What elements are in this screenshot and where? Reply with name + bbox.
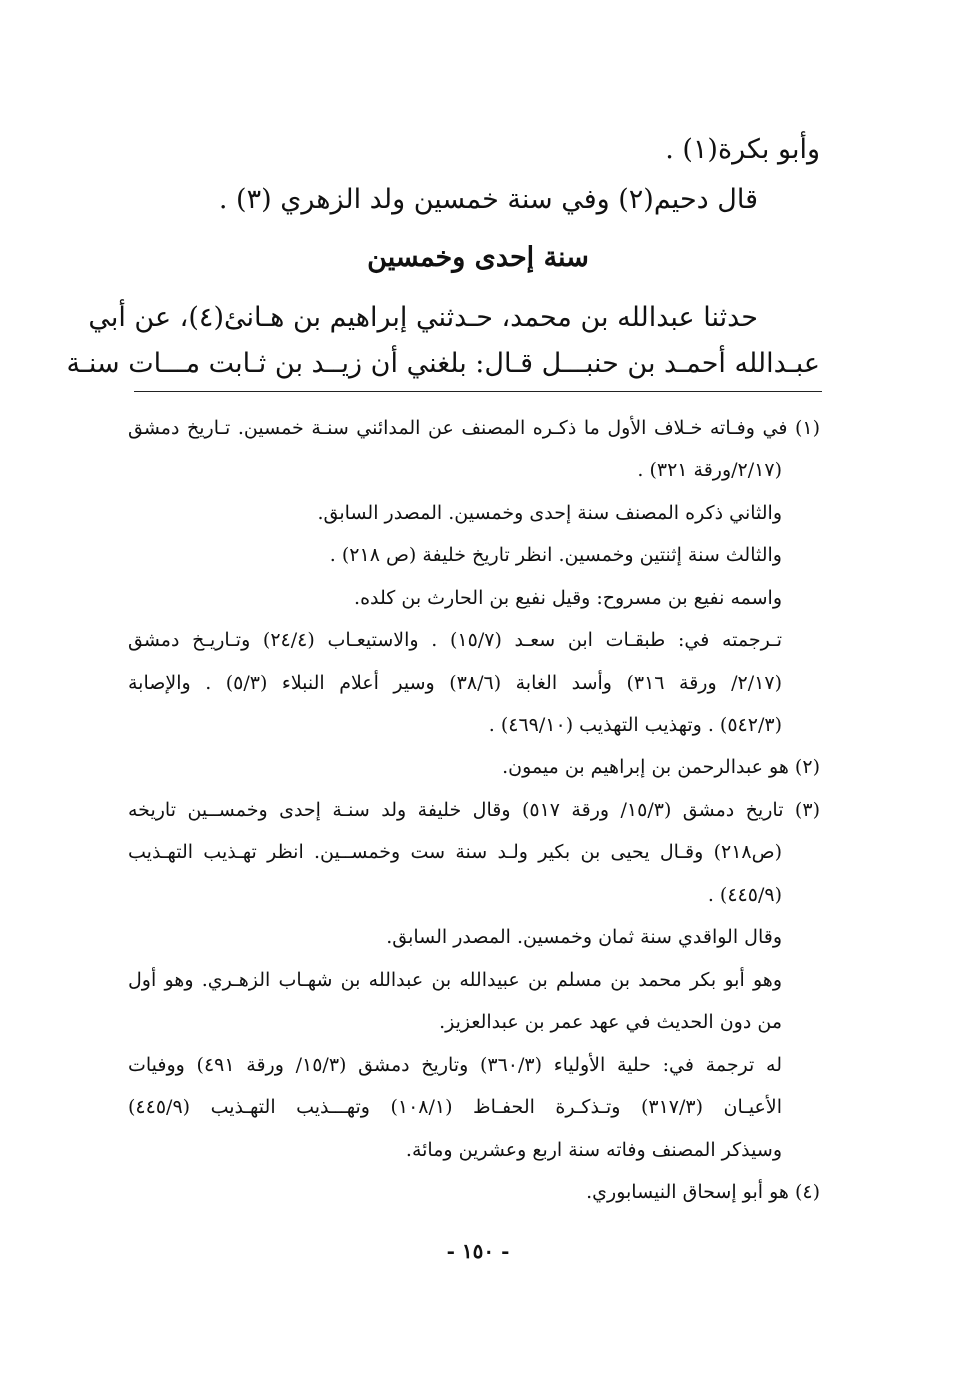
footnote-3-line-3: (٤٤٥/٩) . [707, 884, 782, 906]
footnote-3-line-7: له ترجمة في: حلية الأولياء (٣٦٠/٣) وتاريخ دمشق (١٥/٣/ ورقة ٤٩١) ووفيات [128, 1054, 783, 1076]
footnote-1-line-3: والثاني ذكره المصنف سنة إحدى وخمسين. المصدر السابق. [317, 502, 782, 524]
footnote-3-line-6: من دون الحديث في عهد عمر بن عبدالعزيز. [439, 1011, 782, 1033]
footnote-1-line-8: (٥٤٢/٣) . وتهذيب التهذيب (٤٦٩/١٠) . [488, 714, 782, 736]
footnote-3-line-1: (٣) تاريخ دمشق (١٥/٣/ ورقة ٥١٧) وقال خليفة ولد سنـة إحدى وخمســين تاريخه [128, 799, 820, 821]
footnote-4-line-1: (٤) هو أبو إسحاق النيسابوري. [586, 1181, 820, 1203]
footnote-separator [134, 391, 822, 392]
footnote-3-line-5: وهو أبو بكر محمد بن مسلم بن عبيدالله بن عبدالله بن شهـاب الزهـري. وهو أول [128, 969, 782, 991]
footnote-1-line-5: واسمه نفيع بن مسروح: وقيل نفيع بن الحارث بن كلده. [354, 587, 782, 609]
section-heading: سنة إحدى وخمسين [367, 242, 589, 273]
footnote-1-line-4: والثالث سنة إثنتين وخمسين. انظر تاريخ خليفة (ص ٢١٨) . [329, 544, 782, 566]
footnote-3-line-8: الأعيـان (٣١٧/٣) وتـذكـرة الحفـاظ (١٠٨/١) وتهـــذيب التهـذيب (٤٤٥/٩) [128, 1096, 782, 1118]
footnote-1-line-6: تـرجمته في: طبقـات ابن سعـد (١٥/٧) . والاستيعـاب (٢٤/٤) وتـاريـخ دمشق [128, 629, 782, 651]
footnote-2-line-1: (٢) هو عبدالرحمن بن إبراهيم بن ميمون. [502, 756, 820, 778]
page-number: - ١٥٠ - [446, 1239, 510, 1263]
body-line-1: وأبو بكرة(١) . [665, 134, 820, 165]
body-line-4: عبـدالله أحمـد بن حنبـــل قـال: بلغني أن زيــد بن ثـابت مـــات سنـة [66, 348, 820, 379]
footnote-1-line-7: (٢/١٧/ ورقة ٣١٦) وأسد الغابة (٣٨/٦) وسير أعلام النبلاء (٥/٣) . والإصابة [128, 672, 782, 694]
footnote-1-line-1: (١) في وفـاته خـلاف الأول ما ذكـره المصنف عن المدائني سنـة خمسين. تـاريخ دمشق [128, 417, 820, 439]
body-line-2: قال دحيم(٢) وفي سنة خمسين ولد الزهري (٣) . [218, 184, 758, 215]
footnote-1-line-2: (٢/١٧/ورقة ٣٢١) . [637, 459, 782, 481]
footnote-3-line-4: وقال الواقدي سنة ثمان وخمسين. المصدر السابق. [386, 926, 782, 948]
footnote-3-line-9: وسيذكر المصنف وفاته سنة اربع وعشرين ومائة. [405, 1139, 782, 1161]
footnote-3-line-2: (ص٢١٨) وقـال يحيى بن بكير ولـد سنة ست وخمســين. انظر تهـذيب التهـذيب [128, 841, 782, 863]
body-line-3: حدثنا عبدالله بن محمد، حـدثني إبراهيم بن هـانئ(٤)، عن أبي [88, 302, 758, 333]
